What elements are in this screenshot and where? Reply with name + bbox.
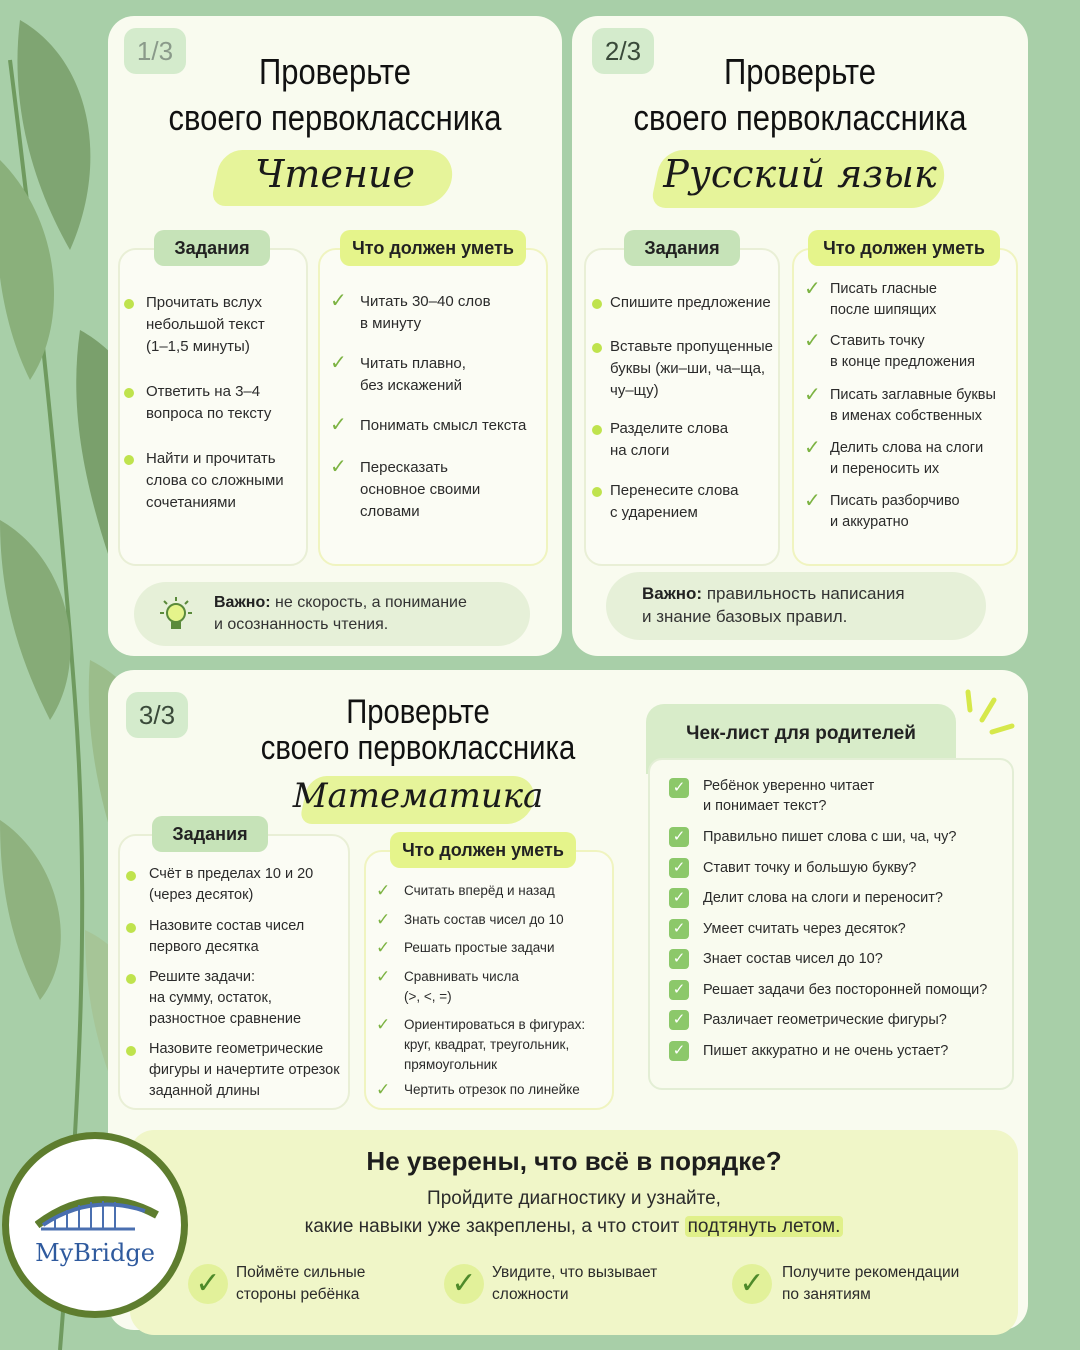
- task-item: Ответить на 3–4 вопроса по тексту: [146, 383, 272, 422]
- card-title-line1: Проверьте: [723, 51, 876, 92]
- checkmark-icon: ✓: [804, 330, 821, 352]
- skill-item: Знать состав чисел до 10: [404, 912, 564, 927]
- task-item: Назовите состав чисел первого десятка: [149, 918, 305, 955]
- note-bold: Важно:: [214, 594, 271, 611]
- lightbulb-icon: [156, 596, 196, 636]
- bullet-icon: [124, 388, 134, 398]
- task-item: Решите задачи: на сумму, остаток, разностное сравнение: [149, 969, 302, 1027]
- skill-item: Делить слова на слоги и переносить их: [830, 440, 984, 477]
- checked-checkbox-icon: ✓: [669, 919, 689, 939]
- bullet-icon: [124, 299, 134, 309]
- cta-line2-text: какие навыки уже закреплены, а что стоит: [304, 1216, 685, 1237]
- bullet-icon: [126, 1046, 136, 1056]
- subject-title: Чтение: [255, 152, 415, 196]
- skill-item: Решать простые задачи: [404, 940, 555, 955]
- checklist-item: Умеет считать через десяток?: [703, 921, 906, 937]
- important-note: [134, 582, 530, 646]
- page-indicator: 1/3: [124, 28, 186, 74]
- tasks-label: Задания: [152, 816, 268, 852]
- subject-title: Математика: [292, 776, 544, 816]
- bullet-icon: [592, 343, 602, 353]
- checked-checkbox-icon: ✓: [669, 827, 689, 847]
- task-item: Перенесите слова с ударением: [610, 482, 739, 521]
- benefit-item: Получите рекомендации по занятиям: [782, 1264, 960, 1303]
- checked-checkbox-icon: ✓: [669, 980, 689, 1000]
- bullet-icon: [592, 425, 602, 435]
- checked-checkbox-icon: ✓: [669, 858, 689, 878]
- checkmark-circle-icon: ✓: [188, 1264, 228, 1304]
- checkmark-circle-icon: ✓: [732, 1264, 772, 1304]
- bullet-icon: [592, 299, 602, 309]
- checkmark-icon: ✓: [376, 1015, 391, 1034]
- skill-item: Понимать смысл текста: [360, 417, 527, 434]
- cta-line1: Пройдите диагностику и узнайте,: [427, 1188, 721, 1209]
- checkmark-icon: ✓: [330, 352, 347, 374]
- checkmark-icon: ✓: [376, 1080, 391, 1099]
- bullet-icon: [126, 974, 136, 984]
- note-text: и осознанность чтения.: [214, 616, 389, 633]
- bullet-icon: [124, 455, 134, 465]
- checklist-item: Различает геометрические фигуры?: [703, 1012, 947, 1028]
- skill-item: Пересказать основное своими словами: [360, 459, 481, 520]
- checked-checkbox-icon: ✓: [669, 888, 689, 908]
- checkmark-icon: ✓: [330, 414, 347, 436]
- checkmark-icon: ✓: [330, 456, 347, 478]
- checkmark-icon: ✓: [376, 967, 391, 986]
- skill-item: Чертить отрезок по линейке: [404, 1082, 580, 1097]
- task-item: Найти и прочитать слова со сложными сочетаниями: [146, 450, 284, 511]
- checklist-item: Правильно пишет слова с ши, ча, чу?: [703, 829, 957, 845]
- note-text: правильность написания: [702, 584, 905, 603]
- checklist-item: Пишет аккуратно и не очень устает?: [703, 1043, 949, 1059]
- skills-label: Что должен уметь: [390, 832, 576, 868]
- skills-label: Что должен уметь: [340, 230, 526, 266]
- page-indicator: 2/3: [592, 28, 654, 74]
- checkmark-icon: ✓: [376, 910, 391, 929]
- checked-checkbox-icon: ✓: [669, 778, 689, 798]
- checklist-item: Делит слова на слоги и переносит?: [703, 890, 943, 906]
- checkmark-icon: ✓: [804, 384, 821, 406]
- sparkle-icon: [960, 688, 1018, 744]
- page-indicator: 3/3: [126, 692, 188, 738]
- checked-checkbox-icon: ✓: [669, 1010, 689, 1030]
- skill-item: Ставить точку в конце предложения: [830, 333, 975, 370]
- skill-item: Читать плавно, без искажений: [360, 355, 466, 394]
- checked-checkbox-icon: ✓: [669, 949, 689, 969]
- tasks-label: Задания: [154, 230, 270, 266]
- card-title-line1: Проверьте: [258, 51, 411, 92]
- card-title-line1: Проверьте: [346, 693, 490, 731]
- skill-item: Ориентироваться в фигурах: круг, квадрат, треугольник, прямоугольник: [404, 1017, 586, 1072]
- note-text: и знание базовых правил.: [642, 607, 848, 626]
- checked-checkbox-icon: ✓: [669, 1041, 689, 1061]
- important-note: [606, 572, 986, 640]
- bullet-icon: [126, 923, 136, 933]
- benefit-item: Увидите, что вызывает сложности: [492, 1264, 658, 1303]
- checkmark-icon: ✓: [330, 290, 347, 312]
- tasks-label: Задания: [624, 230, 740, 266]
- call-to-action: [130, 1130, 1018, 1335]
- cta-headline: Не уверены, что всё в порядке?: [366, 1146, 782, 1176]
- subject-title: Русский язык: [663, 152, 937, 196]
- checklist-item: Ребёнок уверенно читает и понимает текст?: [703, 778, 875, 814]
- checklist-item: Знает состав чисел до 10?: [703, 951, 883, 967]
- checkmark-icon: ✓: [804, 490, 821, 512]
- bridge-icon: [35, 1185, 159, 1235]
- skill-item: Считать вперёд и назад: [404, 883, 555, 898]
- card-russian: [572, 16, 1028, 656]
- note-text: не скорость, а понимание: [270, 594, 467, 611]
- skills-label: Что должен уметь: [808, 230, 1000, 266]
- checkmark-icon: ✓: [376, 938, 391, 957]
- checkmark-icon: ✓: [376, 881, 391, 900]
- task-item: Вставьте пропущенные буквы (жи–ши, ча–ща, чу–щу): [610, 338, 774, 399]
- task-item: Счёт в пределах 10 и 20 (через десяток): [149, 866, 314, 903]
- skill-item: Писать гласные после шипящих: [830, 281, 937, 318]
- card-title-line2: своего первоклассника: [260, 729, 576, 767]
- skill-item: Сравнивать числа (>, <, =): [404, 969, 519, 1004]
- brand-logo: [2, 1132, 188, 1318]
- skill-item: Читать 30–40 слов в минуту: [360, 293, 491, 332]
- skill-item: Писать заглавные буквы в именах собственных: [830, 387, 996, 424]
- card-reading: [108, 16, 562, 656]
- cta-line2: [130, 1216, 1018, 1238]
- checklist-item: Ставит точку и большую букву?: [703, 860, 917, 876]
- task-item: Прочитать вслух небольшой текст (1–1,5 минуты): [146, 294, 265, 355]
- checkmark-icon: ✓: [804, 278, 821, 300]
- checkmark-icon: ✓: [804, 437, 821, 459]
- skill-item: Писать разборчиво и аккуратно: [830, 493, 960, 530]
- task-item: Разделите слова на слоги: [610, 420, 729, 459]
- checkmark-circle-icon: ✓: [444, 1264, 484, 1304]
- logo-text: MyBridge: [35, 1239, 155, 1267]
- card-title-line2: своего первоклассника: [168, 97, 502, 138]
- checklist-item: Решает задачи без посторонней помощи?: [703, 982, 988, 998]
- card-title-line2: своего первоклассника: [633, 97, 967, 138]
- bullet-icon: [126, 871, 136, 881]
- task-item: Назовите геометрические фигуры и начертите отрезок заданной длины: [149, 1041, 340, 1099]
- checklist-title: Чек-лист для родителей: [646, 704, 956, 774]
- bullet-icon: [592, 487, 602, 497]
- cta-highlight: подтянуть летом.: [685, 1216, 844, 1237]
- task-item: Спишите предложение: [610, 294, 771, 311]
- note-bold: Важно:: [642, 584, 703, 603]
- benefit-item: Поймёте сильные стороны ребёнка: [236, 1264, 366, 1303]
